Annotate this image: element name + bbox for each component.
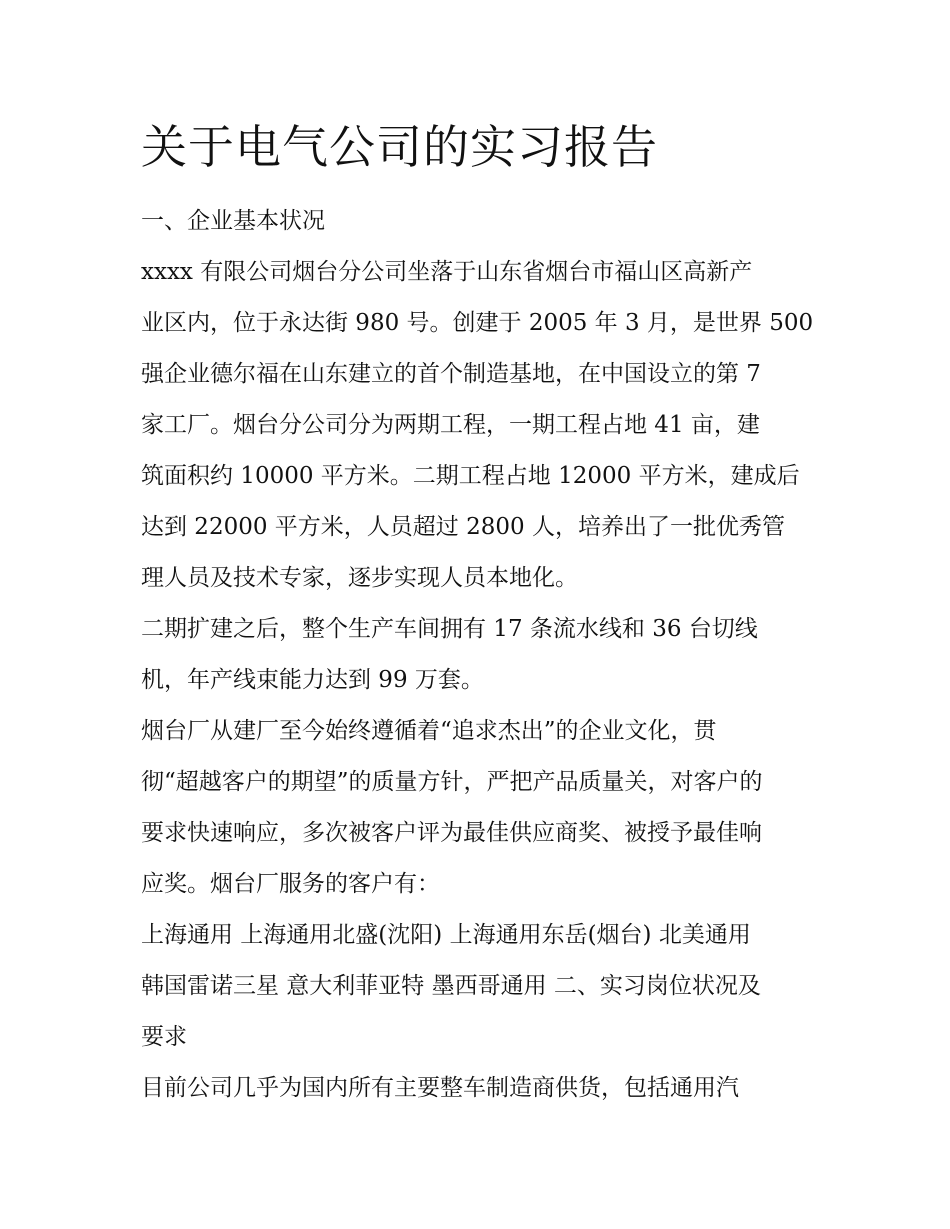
paragraph-line: 筑面积约 10000 平方米。二期工程占地 12000 平方米，建成后	[141, 463, 800, 489]
paragraph-line: 应奖。烟台厂服务的客户有：	[141, 871, 440, 897]
paragraph-line: 烟台厂从建厂至今始终遵循着“追求杰出”的企业文化，贯	[141, 718, 717, 744]
customer-list-line: 韩国雷诺三星 意大利菲亚特 墨西哥通用 二、实习岗位状况及	[141, 973, 761, 999]
paragraph-line: 理人员及技术专家，逐步实现人员本地化。	[141, 565, 578, 591]
paragraph-line: 机，年产线束能力达到 99 万套。	[141, 667, 484, 693]
paragraph-line: 目前公司几乎为国内所有主要整车制造商供货，包括通用汽	[141, 1075, 739, 1101]
customer-list-line: 上海通用 上海通用北盛(沈阳) 上海通用东岳(烟台) 北美通用	[141, 922, 751, 948]
paragraph-line: 业区内，位于永达街 980 号。创建于 2005 年 3 月，是世界 500	[141, 310, 814, 336]
paragraph-line: 达到 22000 平方米，人员超过 2800 人，培养出了一批优秀管	[141, 514, 785, 540]
paragraph-line: 二期扩建之后，整个生产车间拥有 17 条流水线和 36 台切线	[141, 616, 758, 642]
section-heading-internship: 要求	[141, 1024, 187, 1050]
document-title: 关于电气公司的实习报告	[141, 120, 658, 174]
paragraph-line: 彻“超越客户的期望”的质量方针，严把产品质量关，对客户的	[141, 769, 763, 795]
paragraph-line: xxxx 有限公司烟台分公司坐落于山东省烟台市福山区高新产	[141, 259, 753, 285]
paragraph-line: 要求快速响应，多次被客户评为最佳供应商奖、被授予最佳响	[141, 820, 762, 846]
paragraph-line: 强企业德尔福在山东建立的首个制造基地，在中国设立的第 7	[141, 361, 761, 387]
paragraph-line: 家工厂。烟台分公司分为两期工程，一期工程占地 41 亩，建	[141, 412, 760, 438]
section-heading-company-overview: 一、企业基本状况	[141, 208, 325, 234]
